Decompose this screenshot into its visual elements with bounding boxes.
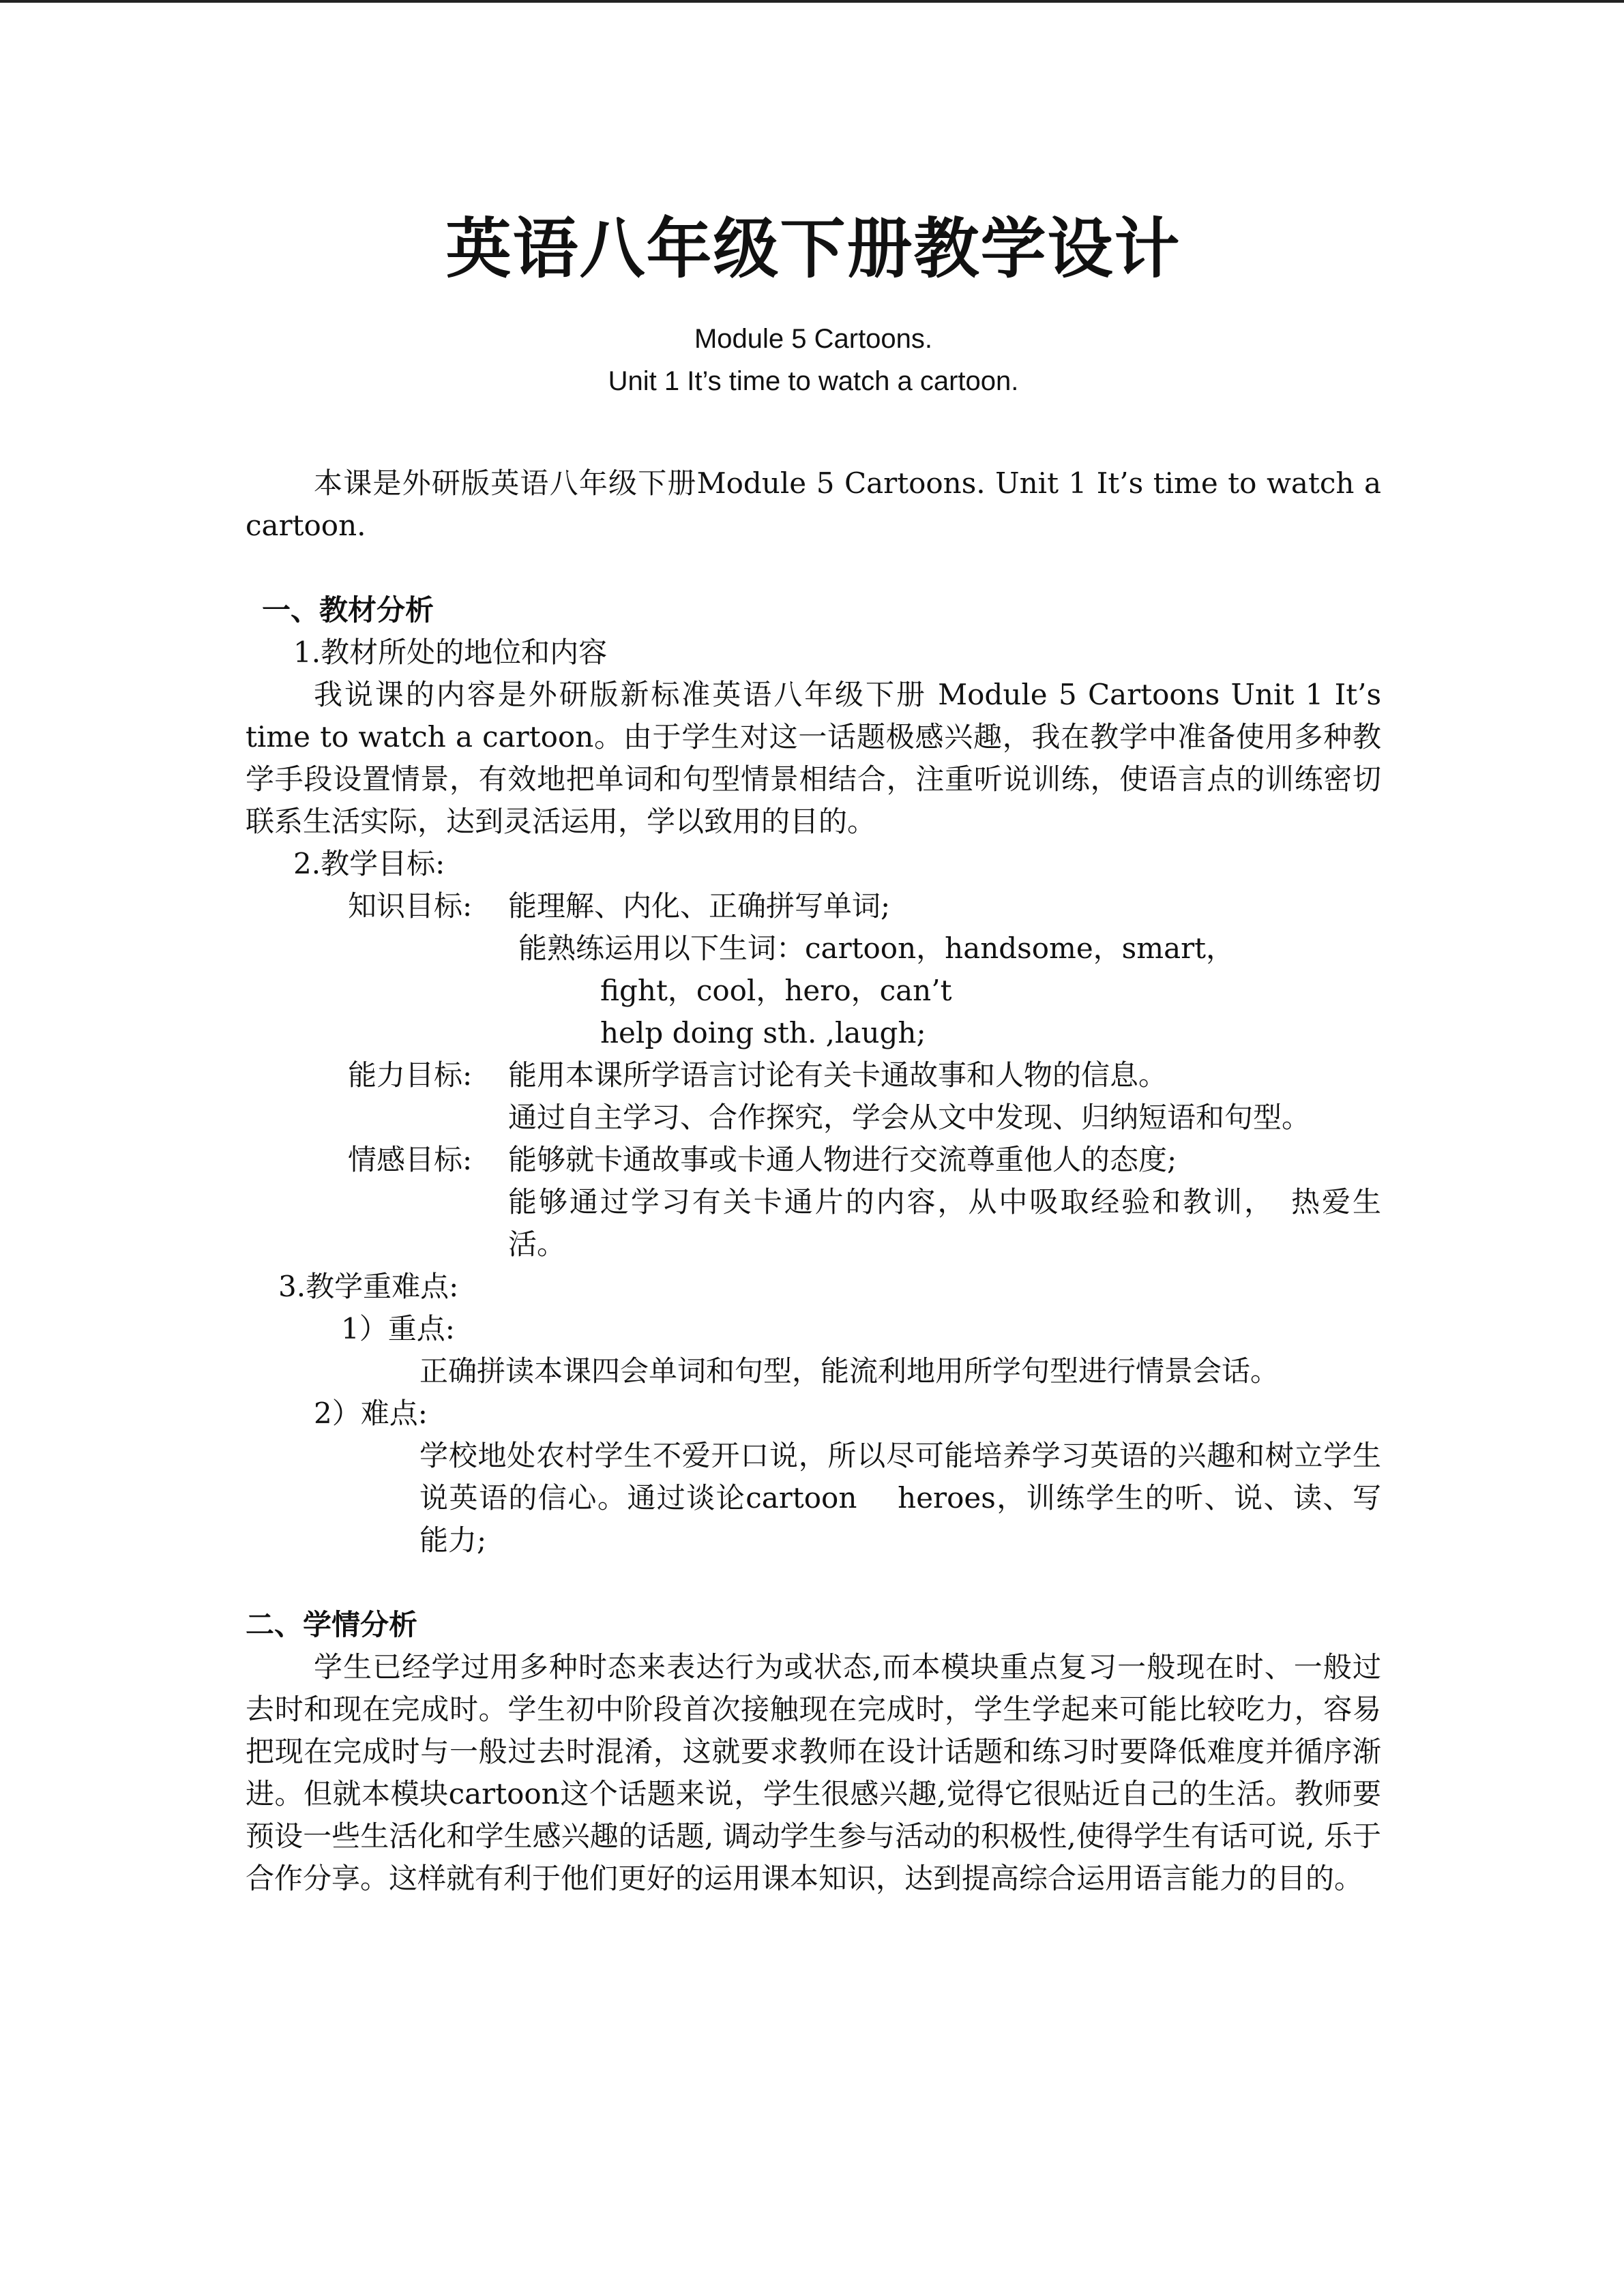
- intro-paragraph: 本课是外研版英语八年级下册Module 5 Cartoons. Unit 1 It’s time to watch a cartoon.: [246, 466, 1381, 542]
- subtitle-module: Module 5 Cartoons.: [694, 324, 933, 354]
- emotion-objective-text-1: 能够就卡通故事或卡通人物进行交流尊重他人的态度;: [508, 1143, 1177, 1176]
- subsection-heading-objectives: 2.教学目标:: [293, 847, 445, 880]
- document-title: 英语八年级下册教学设计: [445, 211, 1181, 287]
- emotion-objective-text-2: 能够通过学习有关卡通片的内容，从中吸取经验和教训， 热爱生活。: [508, 1185, 1381, 1261]
- key-point-label: 1）重点:: [341, 1312, 455, 1345]
- knowledge-objective-text-2: 能熟练运用以下生词：cartoon，handsome，smart，: [518, 931, 1235, 965]
- paragraph-position-content: 我说课的内容是外研版新标准英语八年级下册 Module 5 Cartoons Unit 1 It’s time to watch a cartoon。由于学生对这一话题极感兴趣，我在教学中准备使用多种教学手段设置情景，有效地把单词和句型情景相结合，注重听说训练，使语言点的训练密切联系生活实际，达到灵活运用，学以致用的目的。: [246, 678, 1381, 838]
- difficult-point-label: 2）难点:: [314, 1397, 428, 1430]
- document-page: [246, 205, 1381, 1900]
- knowledge-objective-row: [246, 885, 1381, 927]
- emotion-objective-label: 情感目标:: [348, 1143, 473, 1176]
- ability-objective-text-1: 能用本课所学语言讨论有关卡通故事和人物的信息。: [508, 1058, 1168, 1092]
- section-heading-learner-analysis: 二、学情分析: [246, 1608, 418, 1641]
- ability-objective-text-2: 通过自主学习、合作探究，学会从文中发现、归纳短语和句型。: [508, 1101, 1311, 1134]
- subsection-heading-key-difficult: 3.教学重难点:: [278, 1270, 459, 1303]
- ability-objective-label: 能力目标:: [348, 1058, 473, 1092]
- subsection-heading-position: 1.教材所处的地位和内容: [293, 636, 608, 669]
- knowledge-objective-label: 知识目标:: [348, 889, 473, 923]
- subtitle-unit: Unit 1 It’s time to watch a cartoon.: [608, 366, 1019, 396]
- ability-objective-row: [246, 1054, 1381, 1097]
- knowledge-objective-text-3: fight，cool，hero，can’t: [600, 974, 952, 1007]
- page-top-border: [0, 0, 1624, 3]
- knowledge-objective-text-1: 能理解、内化、正确拼写单词;: [508, 889, 891, 923]
- learner-analysis-paragraph: 学生已经学过用多种时态来表达行为或状态,而本模块重点复习一般现在时、一般过去时和现在完成时。学生初中阶段首次接触现在完成时，学生学起来可能比较吃力，容易把现在完成时与一般过去时混淆，这就要求教师在设计话题和练习时要降低难度并循序渐进。但就本模块cartoon这个话题来说，学生很感兴趣,觉得它很贴近自己的生活。教师要预设一些生活化和学生感兴趣的话题, 调动学生参与活动的积极性,使得学生有话可说, 乐于合作分享。这样就有利于他们更好的运用课本知识，达到提高综合运用语言能力的目的。: [246, 1650, 1381, 1895]
- difficult-point-text: 学校地处农村学生不爱开口说，所以尽可能培养学习英语的兴趣和树立学生说英语的信心。通过谈论cartoon heroes，训练学生的听、说、读、写能力;: [419, 1439, 1381, 1557]
- knowledge-objective-text-4: help doing sth. ,laugh;: [600, 1016, 926, 1049]
- section-heading-textbook-analysis: 一、教材分析: [262, 593, 434, 627]
- emotion-objective-row: [246, 1139, 1381, 1181]
- key-point-text: 正确拼读本课四会单词和句型，能流利地用所学句型进行情景会话。: [419, 1354, 1280, 1388]
